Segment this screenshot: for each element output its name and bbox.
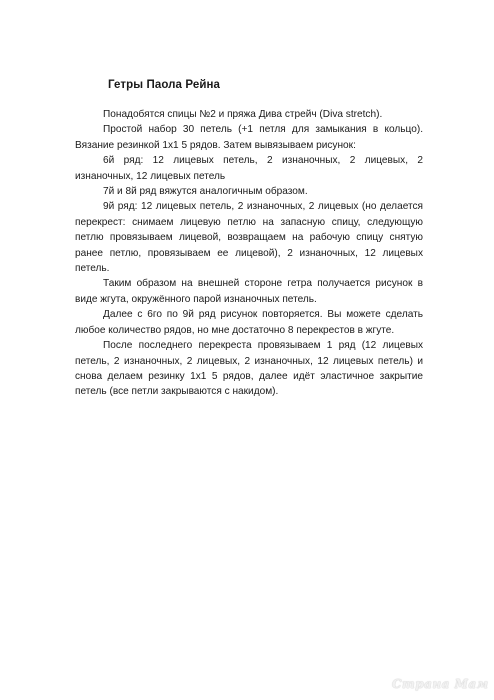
paragraph-finish: После последнего перекреста провязываем 1 ряд (12 лицевых петель, 2 изнаночных, 2 лицевых, 2 изнаночных, 12 лицевых петель) и снова делаем резинку 1х1 5 рядов, далее идёт эластичное закрытие петель (все петли закрываются с накидом). — [75, 340, 423, 398]
document-body — [75, 107, 423, 400]
watermark-logo: Страна Мам — [392, 677, 489, 691]
paragraph-row-6: 6й ряд: 12 лицевых петель, 2 изнаночных, 2 лицевых, 2 изнаночных, 12 лицевых петель — [75, 155, 423, 182]
paragraph-cast-on: Простой набор 30 петель (+1 петля для замыкания в кольцо). Вязание резинкой 1х1 5 рядов. Затем вывязываем рисунок: — [75, 124, 423, 151]
paragraph-pattern-result: Таким образом на внешней стороне гетра получается рисунок в виде жгута, окружённого парой изнаночных петель. — [75, 278, 423, 305]
document-title: Гетры Паола Рейна — [108, 79, 221, 91]
paragraph-row-9: 9й ряд: 12 лицевых петель, 2 изнаночных, 2 лицевых (но делается перекрест: снимаем лицевую петлю на запасную спицу, следующую петлю провязываем лицевой, возвращаем на рабочую спицу снятую ранее петлю, провязываем ее лицевой), 2 изнаночных, 12 лицевых петель. — [75, 201, 423, 275]
paragraph-materials: Понадобятся спицы №2 и пряжа Дива стрейч (Diva stretch). — [103, 109, 383, 120]
paragraph-rows-7-8: 7й и 8й ряд вяжутся аналогичным образом. — [103, 186, 308, 198]
paragraph-repeat: Далее с 6го по 9й ряд рисунок повторяется. Вы можете сделать любое количество рядов, но мне достаточно 8 перекрестов в жгуте. — [75, 309, 423, 336]
